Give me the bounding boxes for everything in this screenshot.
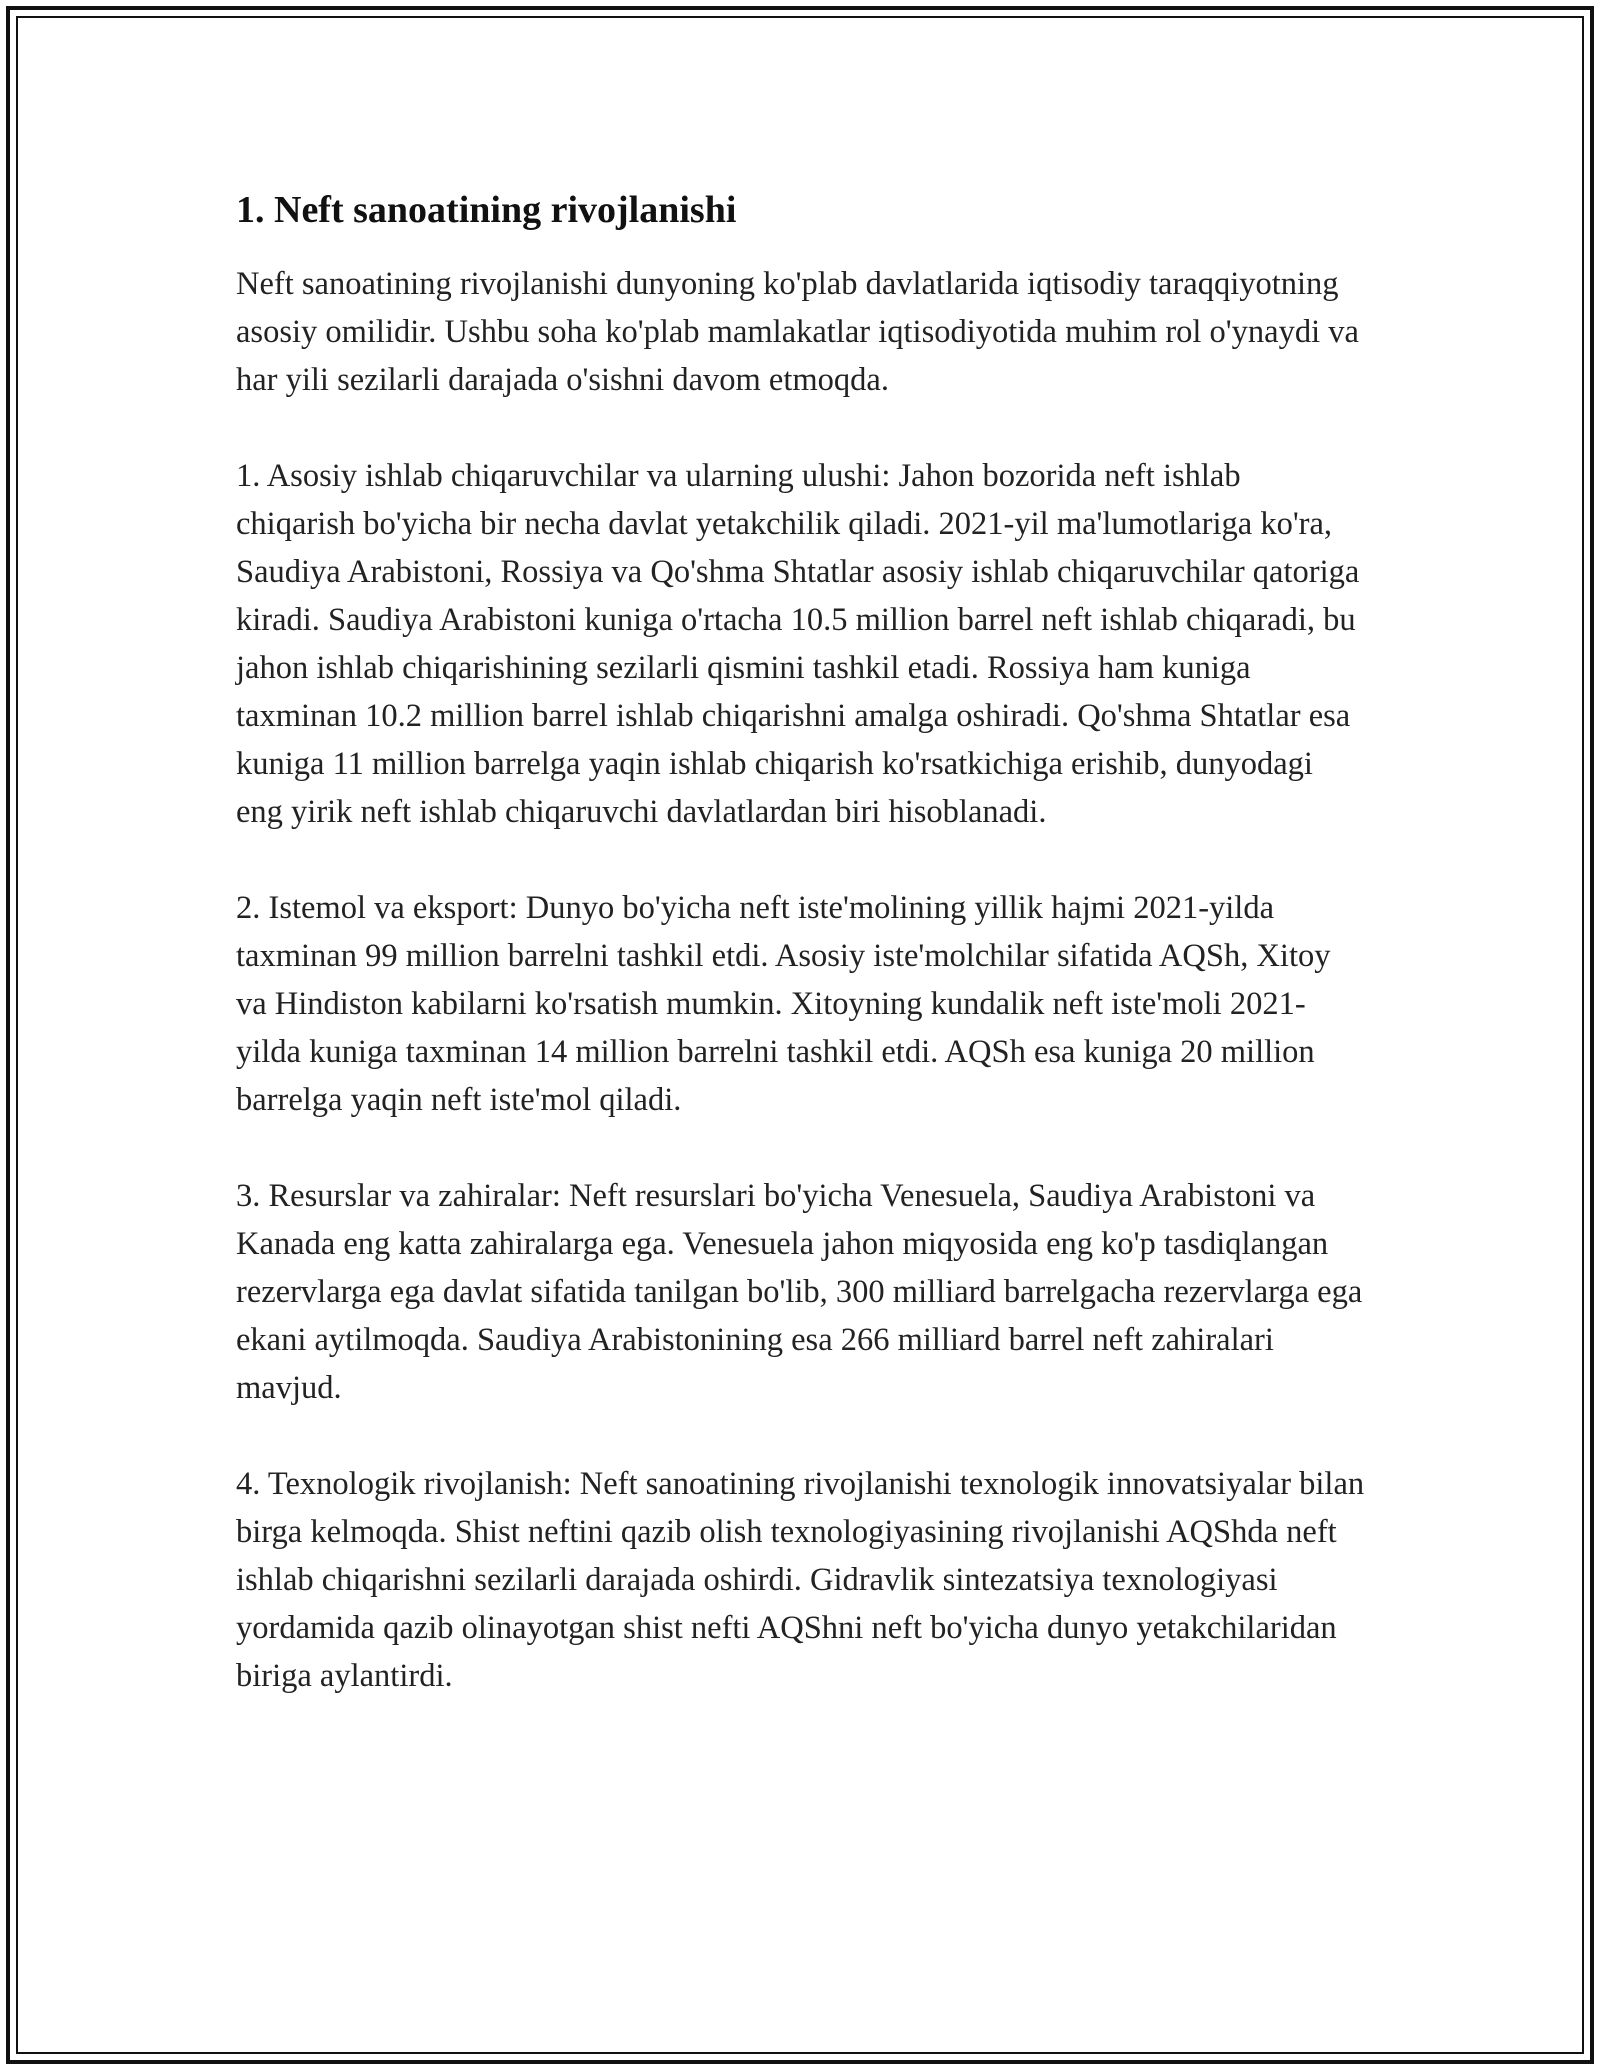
document-title: 1. Neft sanoatining rivojlanishi [236,189,737,231]
document-body [236,186,1366,1748]
section-consumption-paragraph: 2. Istemol va eksport: Dunyo bo'yicha neft iste'molining yillik hajmi 2021-yilda taxminan 99 million barrelni tashkil etdi. Asosiy iste'molchilar sifatida AQSh, Xitoy va Hindiston kabilarni ko'rsatish mumkin. Xitoyning kundalik neft iste'moli 2021-yilda kuniga taxminan 14 million barrelni tashkil etdi. AQSh esa kuniga 20 million barrelga yaqin neft iste'mol qiladi. [236,890,1331,1118]
section-technology-paragraph: 4. Texnologik rivojlanish: Neft sanoatining rivojlanishi texnologik innovatsiyalar bilan birga kelmoqda. Shist neftini qazib olish texnologiyasining rivojlanishi AQShda neft ishlab chiqarishni sezilarli darajada oshirdi. Gidravlik sintezatsiya texnologiyasi yordamida qazib olinayotgan shist nefti AQShni neft bo'yicha dunyo yetakchilaridan biriga aylantirdi. [236,1466,1365,1694]
section-reserves-paragraph: 3. Resurslar va zahiralar: Neft resurslari bo'yicha Venesuela, Saudiya Arabistoni va Kanada eng katta zahiralarga ega. Venesuela jahon miqyosida eng ko'p tasdiqlangan rezervlarga ega davlat sifatida tanilgan bo'lib, 300 milliard barrelgacha rezervlarga ega ekani aytilmoqda. Saudiya Arabistonining esa 266 milliard barrel neft zahiralari mavjud. [236,1178,1363,1406]
intro-paragraph: Neft sanoatining rivojlanishi dunyoning ko'plab davlatlarida iqtisodiy taraqqiyotning asosiy omilidir. Ushbu soha ko'plab mamlakatlar iqtisodiyotida muhim rol o'ynaydi va har yili sezilarli darajada o'sishni davom etmoqda. [236,266,1359,398]
section-producers-paragraph: 1. Asosiy ishlab chiqaruvchilar va ularning ulushi: Jahon bozorida neft ishlab chiqarish bo'yicha bir necha davlat yetakchilik qiladi. 2021-yil ma'lumotlariga ko'ra, Saudiya Arabistoni, Rossiya va Qo'shma Shtatlar asosiy ishlab chiqaruvchilar qatoriga kiradi. Saudiya Arabistoni kuniga o'rtacha 10.5 million barrel neft ishlab chiqaradi, bu jahon ishlab chiqarishining sezilarli qismini tashkil etadi. Rossiya ham kuniga taxminan 10.2 million barrel ishlab chiqarishni amalga oshiradi. Qo'shma Shtatlar esa kuniga 11 million barrelga yaqin ishlab chiqarish ko'rsatkichiga erishib, dunyodagi eng yirik neft ishlab chiqaruvchi davlatlardan biri hisoblanadi. [236,458,1360,830]
